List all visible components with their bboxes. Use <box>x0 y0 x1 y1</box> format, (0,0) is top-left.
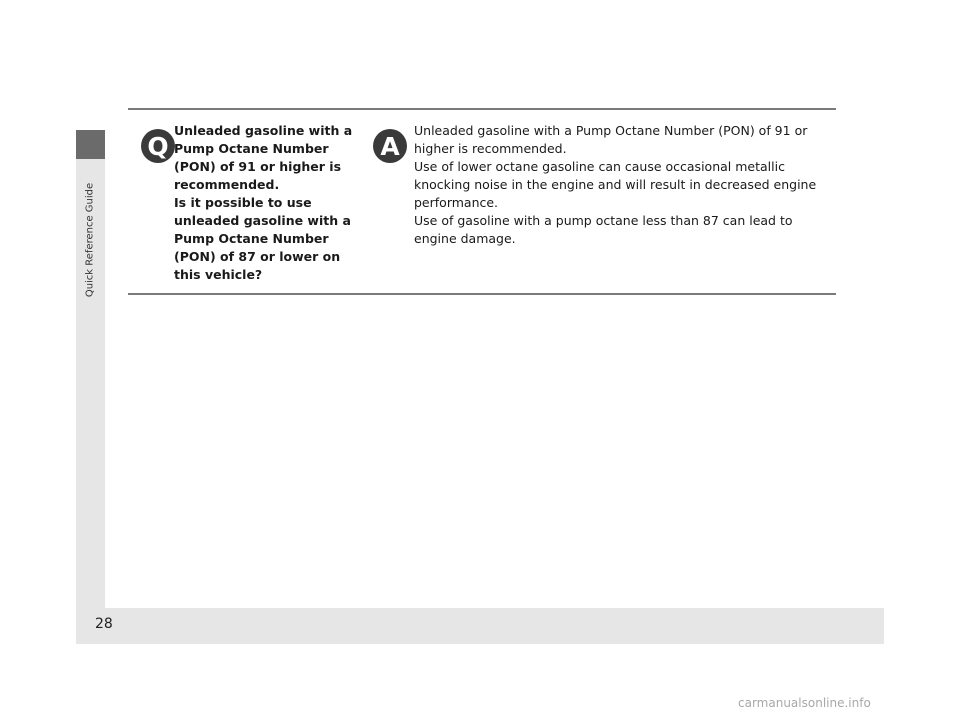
answer-line: Use of lower octane gasoline can cause occasional metallic <box>414 159 785 174</box>
answer-text <box>414 122 816 248</box>
question-line: (PON) of 91 or higher is <box>174 159 342 174</box>
question-text <box>174 122 352 284</box>
answer-line: higher is recommended. <box>414 141 567 156</box>
question-line: Pump Octane Number <box>174 141 329 156</box>
question-line: this vehicle? <box>174 267 263 282</box>
question-line: unleaded gasoline with a <box>174 213 351 228</box>
page-number: 28 <box>95 616 113 632</box>
section-tab-marker <box>76 130 105 159</box>
bottom-rule <box>128 293 836 295</box>
question-badge-icon: Q <box>141 129 175 163</box>
answer-line: Use of gasoline with a pump octane less than 87 can lead to <box>414 213 793 228</box>
question-line: Pump Octane Number <box>174 231 329 246</box>
answer-line: engine damage. <box>414 231 516 246</box>
question-line: Is it possible to use <box>174 195 312 210</box>
answer-line: Unleaded gasoline with a Pump Octane Number (PON) of 91 or <box>414 123 808 138</box>
question-line: Unleaded gasoline with a <box>174 123 353 138</box>
watermark-text: carmanualsonline.info <box>738 696 871 710</box>
section-label: Quick Reference Guide <box>84 182 96 298</box>
answer-line: knocking noise in the engine and will result in decreased engine <box>414 177 817 192</box>
answer-badge-icon: A <box>373 129 407 163</box>
answer-line: performance. <box>414 195 499 210</box>
question-line: (PON) of 87 or lower on <box>174 249 341 264</box>
page-footer <box>76 608 884 644</box>
question-line: recommended. <box>174 177 280 192</box>
top-rule <box>128 108 836 110</box>
